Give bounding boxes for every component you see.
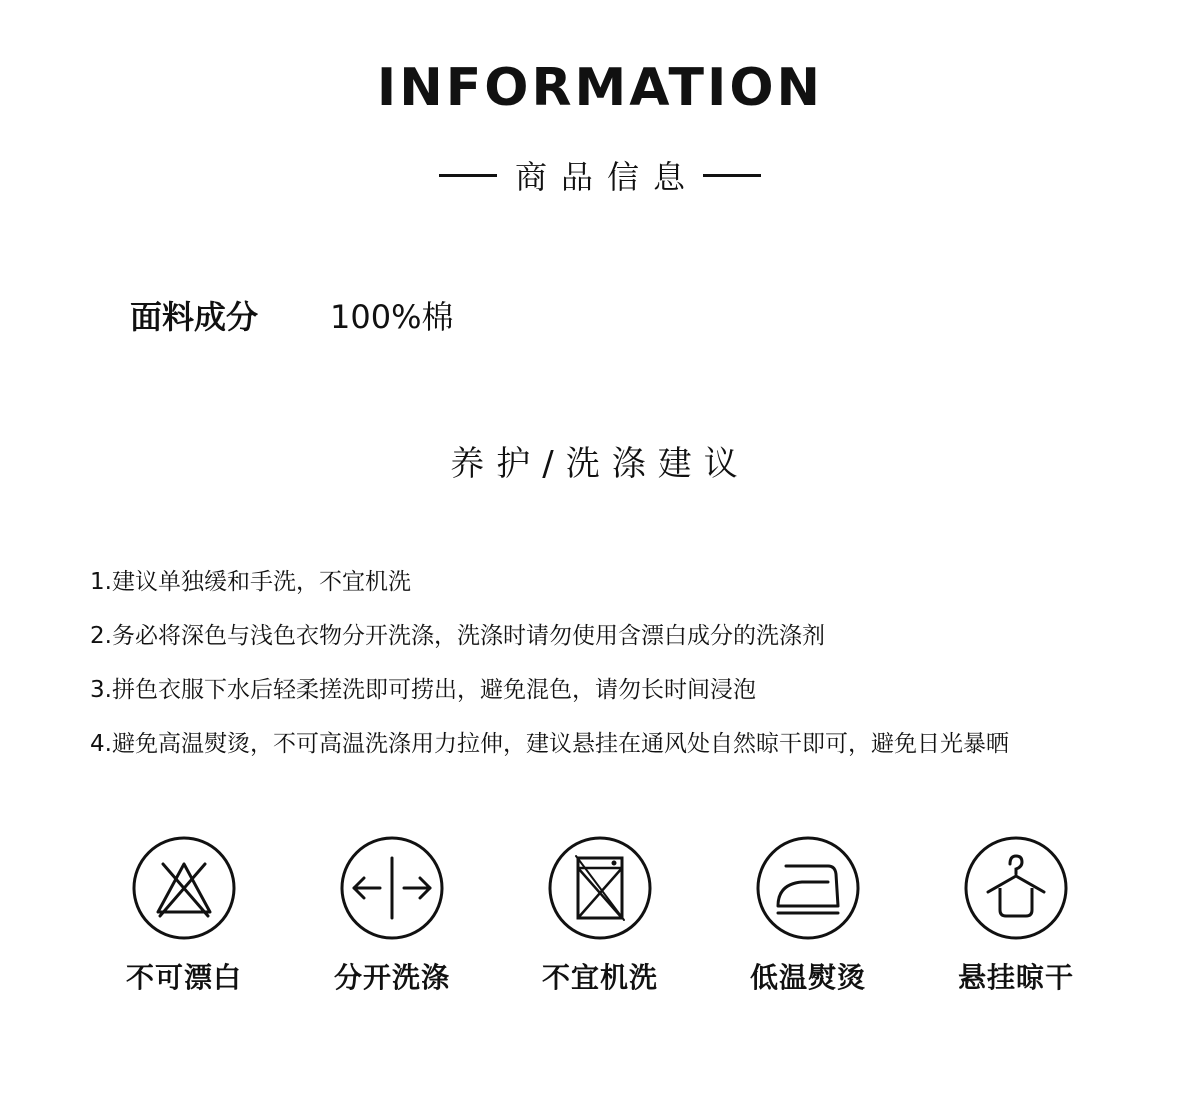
separate-wash-icon: [340, 836, 444, 940]
subtitle: 商品信息: [514, 158, 699, 196]
icon-label: 悬挂晾干: [957, 961, 1074, 994]
care-tips-list: [90, 562, 1170, 778]
care-icon-item-hang-dry: [912, 836, 1120, 996]
care-tip: 1.建议单独缓和手洗，不宜机洗: [90, 569, 411, 595]
no-bleach-icon: [132, 836, 236, 940]
care-icon-item-no-bleach: [80, 836, 288, 996]
care-tip: 4.避免高温熨烫，不可高温洗涤用力拉伸，建议悬挂在通风处自然晾干即可，避免日光暴晒: [90, 731, 1009, 757]
care-icon-item-no-machine-wash: [496, 836, 704, 996]
material-row: [130, 292, 454, 338]
subtitle-divider-left: [439, 174, 497, 177]
material-label: 面料成分: [130, 298, 259, 336]
care-title: 养护/洗涤建议: [450, 444, 750, 484]
page-title: INFORMATION: [376, 58, 824, 118]
icon-label: 不可漂白: [125, 961, 242, 994]
care-tip: 3.拼色衣服下水后轻柔搓洗即可捞出，避免混色，请勿长时间浸泡: [90, 677, 756, 703]
care-icons: [80, 836, 1120, 996]
care-tip: 2.务必将深色与浅色衣物分开洗涤，洗涤时请勿使用含漂白成分的洗涤剂: [90, 623, 825, 649]
hang-dry-icon: [964, 836, 1068, 940]
care-icon-item-low-temp-iron: [704, 836, 912, 996]
icon-label: 低温熨烫: [749, 961, 866, 994]
material-value: 100%棉: [330, 298, 454, 336]
subtitle-row: [0, 152, 1200, 198]
icon-label: 不宜机洗: [541, 961, 658, 994]
no-machine-wash-icon: [548, 836, 652, 940]
low-temp-iron-icon: [756, 836, 860, 940]
subtitle-divider-right: [703, 174, 761, 177]
care-icon-item-separate-wash: [288, 836, 496, 996]
icon-label: 分开洗涤: [333, 961, 450, 994]
